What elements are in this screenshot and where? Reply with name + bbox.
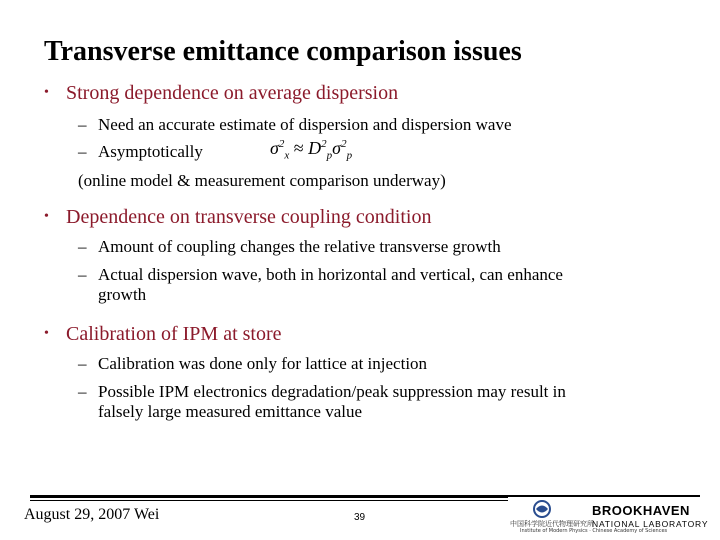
sub-bullet: – Amount of coupling changes the relative transverse growth — [78, 237, 501, 256]
imp-logo-subtext: Institute of Modern Physics · Chinese Academy of Sciences — [520, 528, 668, 534]
page-number: 39 — [354, 512, 366, 523]
sub-bullet-text: Actual dispersion wave, both in horizontal and vertical, can enhance — [98, 265, 563, 284]
sub-bullet: – Asymptotically — [78, 142, 203, 161]
imp-logo-text: 中国科学院近代物理研究所 — [510, 520, 594, 528]
sub-bullet-text: Asymptotically — [98, 142, 203, 161]
bullet-text: Dependence on transverse coupling condition — [66, 206, 432, 228]
bullet-text: Calibration of IPM at store — [66, 323, 282, 345]
bullet-dispersion — [44, 82, 398, 105]
sub-bullet-continuation: growth — [98, 285, 147, 304]
sub-note — [78, 171, 446, 191]
imp-logo-icon — [532, 499, 552, 519]
sub-bullet-text: Possible IPM electronics degradation/peak suppression may result in — [98, 382, 566, 401]
sub-bullet: – Need an accurate estimate of dispersion and dispersion wave — [78, 115, 512, 134]
sub-bullet: – Calibration was done only for lattice at injection — [78, 354, 428, 373]
sub-bullet: – Possible IPM electronics degradation/peak suppression may result in falsely large measured emittance value — [78, 382, 566, 421]
bullet-dot-icon: • — [44, 85, 49, 100]
bullet-coupling — [44, 206, 431, 229]
bullet-dot-icon: • — [44, 326, 49, 341]
bnl-logo-name: BROOKHAVEN — [592, 503, 690, 518]
sub-bullet-text: Need an accurate estimate of dispersion and dispersion wave — [98, 115, 512, 134]
bullet-text: Strong dependence on average dispersion — [66, 82, 399, 104]
bnl-logo-subtitle: NATIONAL LABORATORY — [592, 519, 709, 529]
sub-bullet-text: Amount of coupling changes the relative transverse growth — [98, 237, 501, 256]
dispersion-formula: $\sigma^2_x \approx D^2_p\sigma^2_p$ — [270, 138, 353, 162]
bullet-ipm-calibration — [44, 323, 282, 346]
sub-bullet-continuation: falsely large measured emittance value — [98, 402, 363, 421]
slide-title: Transverse emittance comparison issues — [44, 36, 522, 67]
footer-date-author: August 29, 2007 Wei — [24, 506, 160, 523]
sub-bullet-text: Calibration was done only for lattice at injection — [98, 354, 428, 373]
sub-note-text: (online model & measurement comparison underway) — [78, 171, 446, 190]
bullet-dot-icon: • — [44, 209, 49, 224]
sub-bullet: – Actual dispersion wave, both in horizontal and vertical, can enhance growth — [78, 265, 563, 304]
